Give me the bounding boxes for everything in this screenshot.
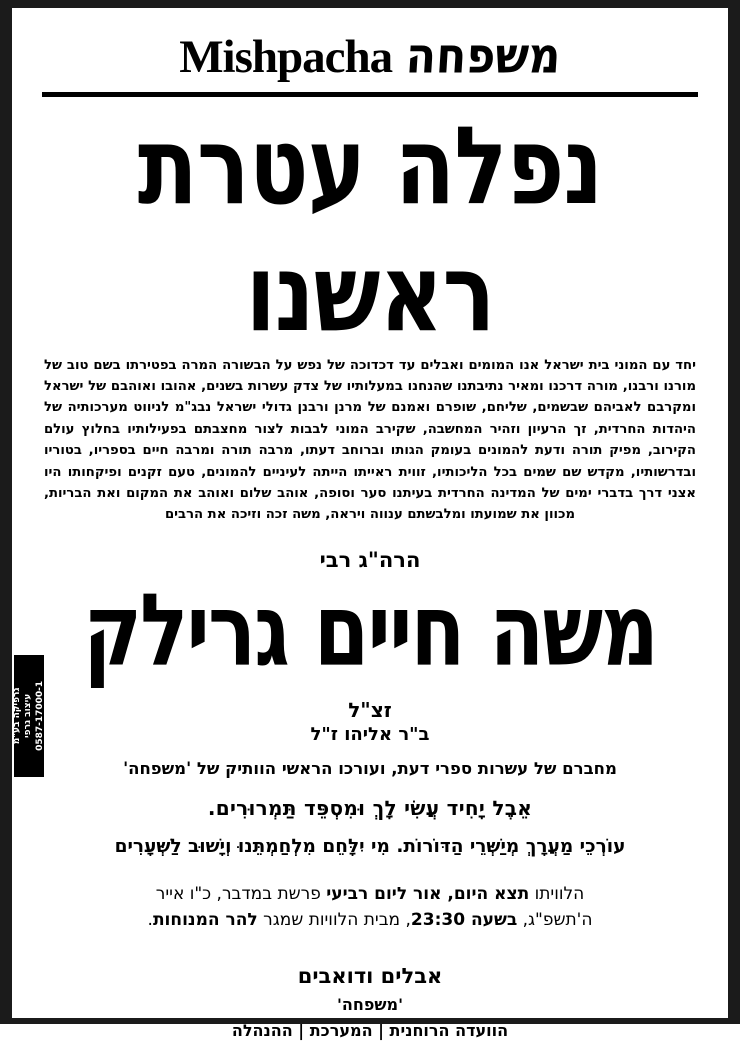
funeral-time: בשעה 23:30 xyxy=(410,910,518,930)
funeral-line-1-post: פרשת במדבר, כ"ו אייר xyxy=(155,883,327,904)
funeral-place: להר המנוחות xyxy=(152,910,258,930)
masthead-latin-title: Mishpacha xyxy=(179,30,393,83)
funeral-line-2-pre: ה'תשפ"ג, xyxy=(517,910,593,930)
page-content xyxy=(12,8,728,1040)
funeral-line-2-post: . xyxy=(147,910,153,930)
verse-line-1: אֵבֶל יָחִיד עֲשִׂי לָךְ וּמִסְפֵּד תַּמְרוּרִים. xyxy=(207,795,533,820)
deceased-description: מחברם של עשרות ספרי דעת, ועורכו הראשי הוותיק של 'משפחה' xyxy=(123,758,617,778)
masthead-hebrew-title: משפחה xyxy=(404,27,563,86)
funeral-line-1-bold: תצא היום, אור ליום רביעי xyxy=(326,883,530,904)
signature-line-3: הוועדה הרוחנית | המערכת | ההנהלה xyxy=(231,1020,509,1040)
page-edge-top xyxy=(0,0,740,8)
funeral-details xyxy=(40,881,700,934)
zatzal-suffix: זצ"ל xyxy=(348,697,392,722)
verse-line-2: עוֹרְכֵי מַעֲרָךְ מְיַשְּׁרֵי הַדּוֹרוֹת. מִי יִלָּחֵם מִלְחַמְתֵּנוּ וְיָשׁוּב לַשְּׁעָרִים xyxy=(114,835,626,857)
funeral-line-2-mid: , מבית הלוויות שמגר xyxy=(257,910,411,930)
signature-line-1: אבלים ודואבים xyxy=(297,964,443,989)
page-edge-right xyxy=(728,0,740,1024)
father-name: ב"ר אליהו ז"ל xyxy=(310,723,430,745)
page-headline: נפלה עטרת ראשנו xyxy=(137,103,603,356)
designer-stamp-line-3: 0587-17000-1 xyxy=(34,680,45,752)
masthead-divider xyxy=(42,92,698,97)
signature-block xyxy=(40,961,700,1043)
page-edge-left xyxy=(0,0,12,1024)
designer-stamp xyxy=(14,655,44,777)
deceased-name: משה חיים גרילק xyxy=(83,571,657,688)
masthead xyxy=(40,28,700,86)
eulogy-body xyxy=(44,355,696,526)
eulogy-paragraph: יחד עם המוני בית ישראל אנו המומים ואבלים עד דכדוכה של נפש על הבשורה המרה בפטירתו בשם טוב של מורנו ורבנו, מורה דרכנו ומאיר נתיבתנו שהנחנו במעלותיו של צדק עשרות בשנים, אהובו ואוהבם של ישראל ומקרבם לאביהם שבשמים, שליחם, שופרם ואמנם של מרנן ורבנן גדולי ישראל נבג"מ לניווט מערכותיה של היהדות החרדית, זך הרעיון וזהיר המחשבה, שקירב המוני לבבות לצור מחצבתם בפעילותיו בחלוץ עולם הקירוב, מפיק תורה ודעת להמונים בעומק הגותו וברוחב דעתו, מרבה תורה ומרבה חיים בספריו, בטוריו ובדרשותיו, מקדש שם שמים בכל הליכותיו, זווית ראייתו הייתה לעיניים להמונים, טעם זקנים ופיקחותו היו אצני דרך בדברי ימים של המדינה החרדית בעיתנו סער וסופה, אוהב שלום ואוהב את המקום ואת הבריות, מכוון את שמועתו ומלבשתם ענווה ויראה, משה זכה וזיכה את הרבים xyxy=(44,357,696,523)
funeral-line-1 xyxy=(40,881,700,907)
designer-stamp-line-1: גרפיקה בע"מ xyxy=(12,687,23,745)
funeral-line-1-pre: הלוויתו xyxy=(529,883,585,904)
honorific-title: הרה"ג רבי xyxy=(319,547,421,572)
signature-line-2: 'משפחה' xyxy=(336,994,403,1014)
designer-stamp-line-2: עיצוב גרפי xyxy=(23,693,34,739)
funeral-line-2 xyxy=(40,907,700,933)
designer-stamp-text xyxy=(12,681,46,751)
